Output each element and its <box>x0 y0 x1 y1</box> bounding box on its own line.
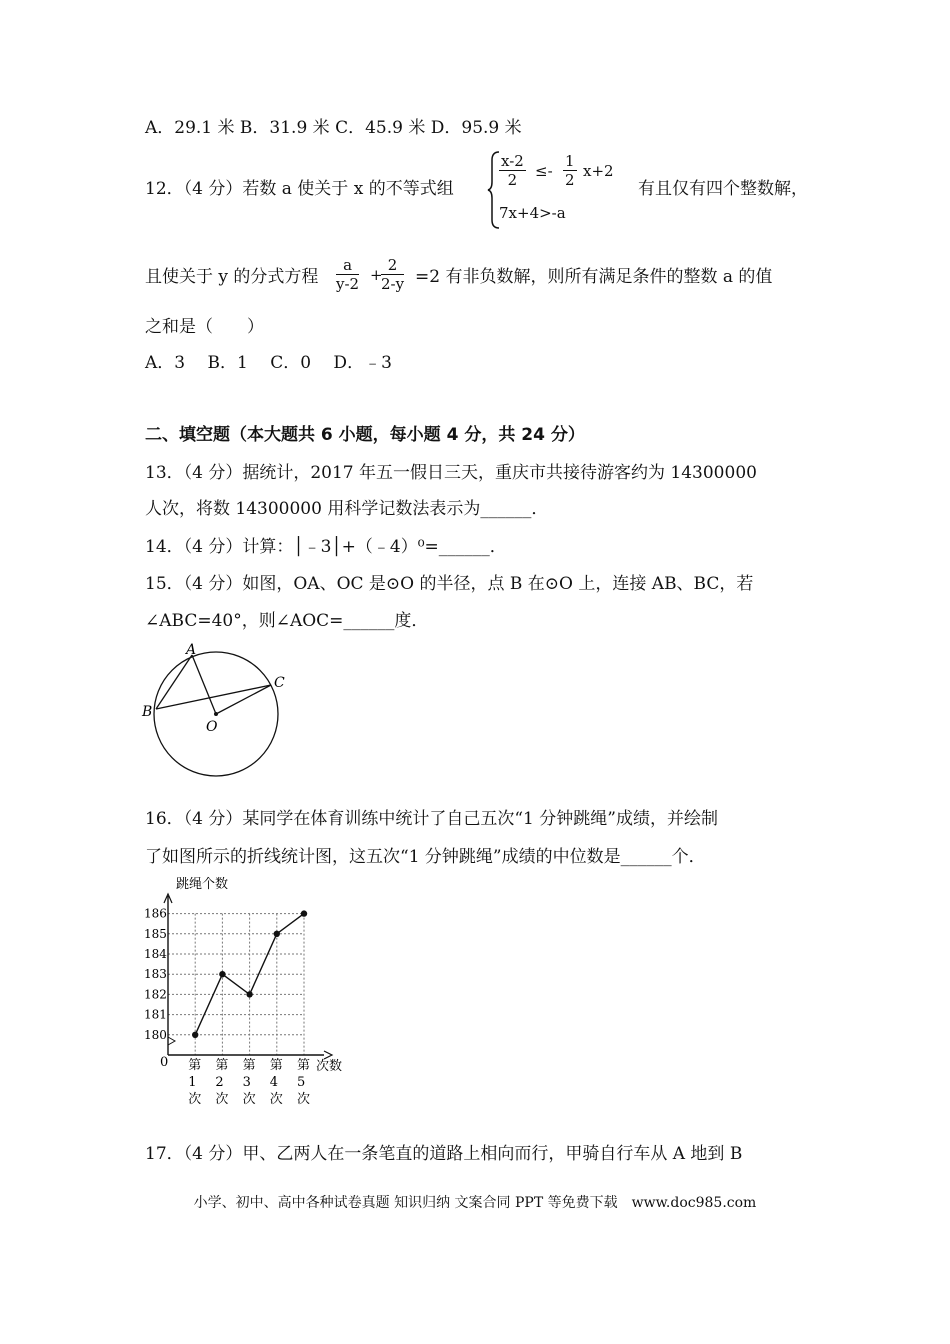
x-tick-label: 第 <box>188 1058 202 1073</box>
x-tick-label: 3 <box>242 1075 251 1090</box>
x-tick-label: 次 <box>269 1092 283 1107</box>
q14: 14．（4 分）计算：│﹣3│+（﹣4）⁰=______． <box>145 537 507 557</box>
segment-ab <box>156 655 192 709</box>
y-tick-label: 184 <box>144 947 167 961</box>
label-b: B <box>142 704 153 720</box>
x-tick-label: 1 <box>188 1075 197 1090</box>
section2-title: 二、填空题（本大题共 6 小题，每小题 4 分，共 24 分） <box>145 425 585 445</box>
eq-plus: + <box>370 266 383 284</box>
x-tick-label: 第 <box>269 1058 283 1073</box>
x-tick-label: 次 <box>297 1092 311 1107</box>
page-footer: 小学、初中、高中各种试卷真题 知识归纳 文案合同 PPT 等免费下载 www.doc985.com <box>193 1195 757 1211</box>
chart-ylabel: 跳绳个数 <box>176 877 229 892</box>
ineq1-rhs-num: 1 <box>565 152 575 170</box>
x-tick-label: 第 <box>297 1058 311 1073</box>
data-point <box>301 910 307 916</box>
x-tick-label: 2 <box>215 1075 224 1090</box>
q12-line3: 之和是（ ） <box>145 317 264 337</box>
q16-line1: 16．（4 分）某同学在体育训练中统计了自己五次“1 分钟跳绳”成绩，并绘制 <box>145 809 718 829</box>
label-a: A <box>186 642 197 658</box>
label-o: O <box>206 719 218 735</box>
chart-xlabel: 次数 <box>316 1059 343 1074</box>
eq-frac1 <box>336 256 359 293</box>
q13-line2: 人次，将数 14300000 用科学记数法表示为______． <box>145 499 549 519</box>
y-tick-label: 181 <box>144 1007 167 1022</box>
ineq1-lhs-num: x-2 <box>501 152 524 170</box>
data-point <box>219 971 225 977</box>
ineq1-lhs-fraction <box>499 152 526 189</box>
q11-options: A．29.1 米 B．31.9 米 C．45.9 米 D．95.9 米 <box>145 118 522 138</box>
y-tick-label: 182 <box>144 987 167 1002</box>
eq-frac2-num: 2 <box>381 256 404 275</box>
data-point <box>246 991 252 997</box>
q12-suffix: 有且仅有四个整数解， <box>638 179 808 199</box>
q12-line2-prefix: 且使关于 y 的分式方程 <box>145 267 319 287</box>
line-chart <box>140 872 360 1112</box>
circle-figure <box>140 640 300 782</box>
axis-break-icon <box>168 1037 175 1045</box>
ineq1-rhs-fraction <box>563 152 577 189</box>
x-tick-label: 第 <box>215 1058 229 1073</box>
segment-oa <box>192 655 216 714</box>
eq-frac2 <box>381 256 404 293</box>
x-tick-label: 第 <box>242 1058 256 1073</box>
data-point <box>274 931 280 937</box>
inequality-system <box>487 150 627 230</box>
ineq1-lhs-den: 2 <box>507 171 518 189</box>
ineq1-rhs-den: 2 <box>565 171 575 189</box>
segment-bc <box>156 685 271 709</box>
ineq2: 7x+4>-a <box>499 204 566 222</box>
y-tick-label: 183 <box>144 967 167 982</box>
q12-options: A．3 B．1 C．0 D．﹣3 <box>145 353 392 373</box>
x-axis-arrow-icon <box>324 1051 332 1059</box>
q13-line1: 13．（4 分）据统计，2017 年五一假日三天，重庆市共接待游客约为 14300000 <box>145 463 757 483</box>
x-tick-label: 4 <box>269 1075 279 1090</box>
y-tick-label: 180 <box>144 1027 167 1042</box>
label-c: C <box>274 675 285 691</box>
x-tick-label: 5 <box>297 1075 306 1090</box>
q15-line2: ∠ABC=40°，则∠AOC=______度． <box>145 611 429 631</box>
ineq1-rhs-tail: x+2 <box>583 162 614 180</box>
ineq1-op: ≤- <box>535 162 553 180</box>
eq-frac2-den: 2-y <box>381 275 405 293</box>
x-tick-label: 次 <box>215 1092 229 1107</box>
y-tick-label: 186 <box>144 906 167 921</box>
data-point <box>192 1032 198 1038</box>
segment-oc <box>216 685 271 714</box>
x-tick-label: 次 <box>242 1092 256 1107</box>
center-point <box>214 712 218 716</box>
y-tick-label: 185 <box>144 926 167 941</box>
x-tick-label: 次 <box>188 1092 202 1107</box>
q16-line2: 了如图所示的折线统计图，这五次“1 分钟跳绳”成绩的中位数是______个． <box>145 847 706 867</box>
q12-line2-suffix: =2 有非负数解，则所有满足条件的整数 a 的值 <box>415 267 773 287</box>
q17-line1: 17．（4 分）甲、乙两人在一条笔直的道路上相向而行，甲骑自行车从 A 地到 B <box>145 1144 743 1164</box>
q12-prefix: 12．（4 分）若数 a 使关于 x 的不等式组 <box>145 179 454 199</box>
q15-line1: 15．（4 分）如图，OA、OC 是⊙O 的半径，点 B 在⊙O 上，连接 AB、BC，若 <box>145 574 754 594</box>
eq-frac1-den: y-2 <box>336 275 360 293</box>
eq-frac1-num: a <box>336 256 359 275</box>
chart-origin: 0 <box>160 1055 169 1070</box>
